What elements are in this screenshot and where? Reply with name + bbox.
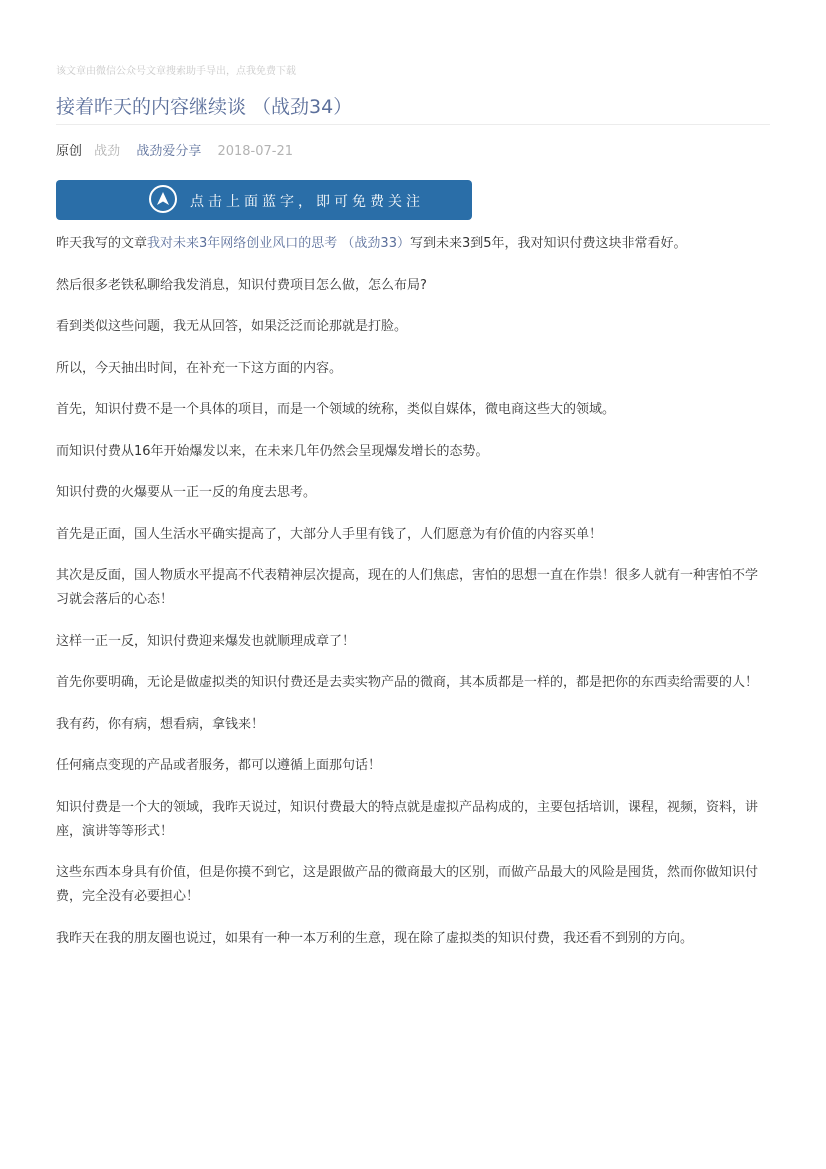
paragraph: 然后很多老铁私聊给我发消息，知识付费项目怎么做，怎么布局? [56,277,427,293]
paragraph: 首先是正面，国人生活水平确实提高了，大部分人手里有钱了，人们愿意为有价值的内容买单！ [56,526,603,542]
paragraph: 首先你要明确，无论是做虚拟类的知识付费还是去卖实物产品的微商，其本质都是一样的，都是把你的东西卖给需要的人！ [56,675,759,690]
title-divider [56,124,770,125]
original-label: 原创 [56,144,83,159]
paragraph: 知识付费是一个大的领域，我昨天说过，知识付费最大的特点就是虚拟产品构成的，主要包括培训，课程，视频，资料，讲座，演讲等等形式！ [56,799,759,839]
article-meta [56,140,293,159]
related-article-link[interactable]: 我对未来3年网络创业风口的思考 （战劲33） [147,236,410,251]
paragraph: 看到类似这些问题，我无从回答，如果泛泛而论那就是打脸。 [56,319,408,334]
paragraph: 任何痛点变现的产品或者服务，都可以遵循上面那句话！ [56,758,382,773]
paragraph: 首先，知识付费不是一个具体的项目，而是一个领域的统称，类似自媒体，微电商这些大的领域。 [56,402,616,417]
paragraph: 我有药，你有病，想看病，拿钱来！ [56,716,265,732]
account-link[interactable]: 战劲爱分享 [136,144,202,159]
paragraph: 我昨天在我的朋友圈也说过，如果有一种一本万利的生意，现在除了虚拟类的知识付费，我还看不到别的方向。 [56,930,694,946]
follow-banner[interactable] [56,180,472,220]
article-body [56,232,770,968]
article-title: 接着昨天的内容继续谈 （战劲34） [56,96,353,118]
paragraph: 其次是反面，国人物质水平提高不代表精神层次提高，现在的人们焦虑，害怕的思想一直在作祟！很多人就有一种害怕不学习就会落后的心态！ [56,568,759,607]
paragraph-text: 昨天我写的文章 [56,236,148,251]
follow-banner-text: 点击上面蓝字，即可免费关注 [190,194,424,210]
paragraph-text: 写到未来3到5年，我对知识付费这块非常看好。 [409,236,687,251]
paragraph: 所以，今天抽出时间，在补充一下这方面的内容。 [56,360,343,376]
paragraph [56,232,770,256]
paragraph: 这些东西本身具有价值，但是你摸不到它，这是跟做产品的微商最大的区别，而做产品最大的风险是囤货，然而你做知识付费，完全没有必要担心！ [56,865,759,904]
author-name: 战劲 [94,144,121,159]
export-note-link[interactable]: 该文章由微信公众号文章搜索助手导出，点我免费下载 [56,66,296,77]
arrow-up-circle-icon [149,185,177,213]
publish-date: 2018-07-21 [217,144,294,159]
paragraph: 知识付费的火爆要从一正一反的角度去思考。 [56,485,317,500]
paragraph: 这样一正一反，知识付费迎来爆发也就顺理成章了！ [56,633,356,649]
paragraph: 而知识付费从16年开始爆发以来，在未来几年仍然会呈现爆发增长的态势。 [56,443,489,459]
